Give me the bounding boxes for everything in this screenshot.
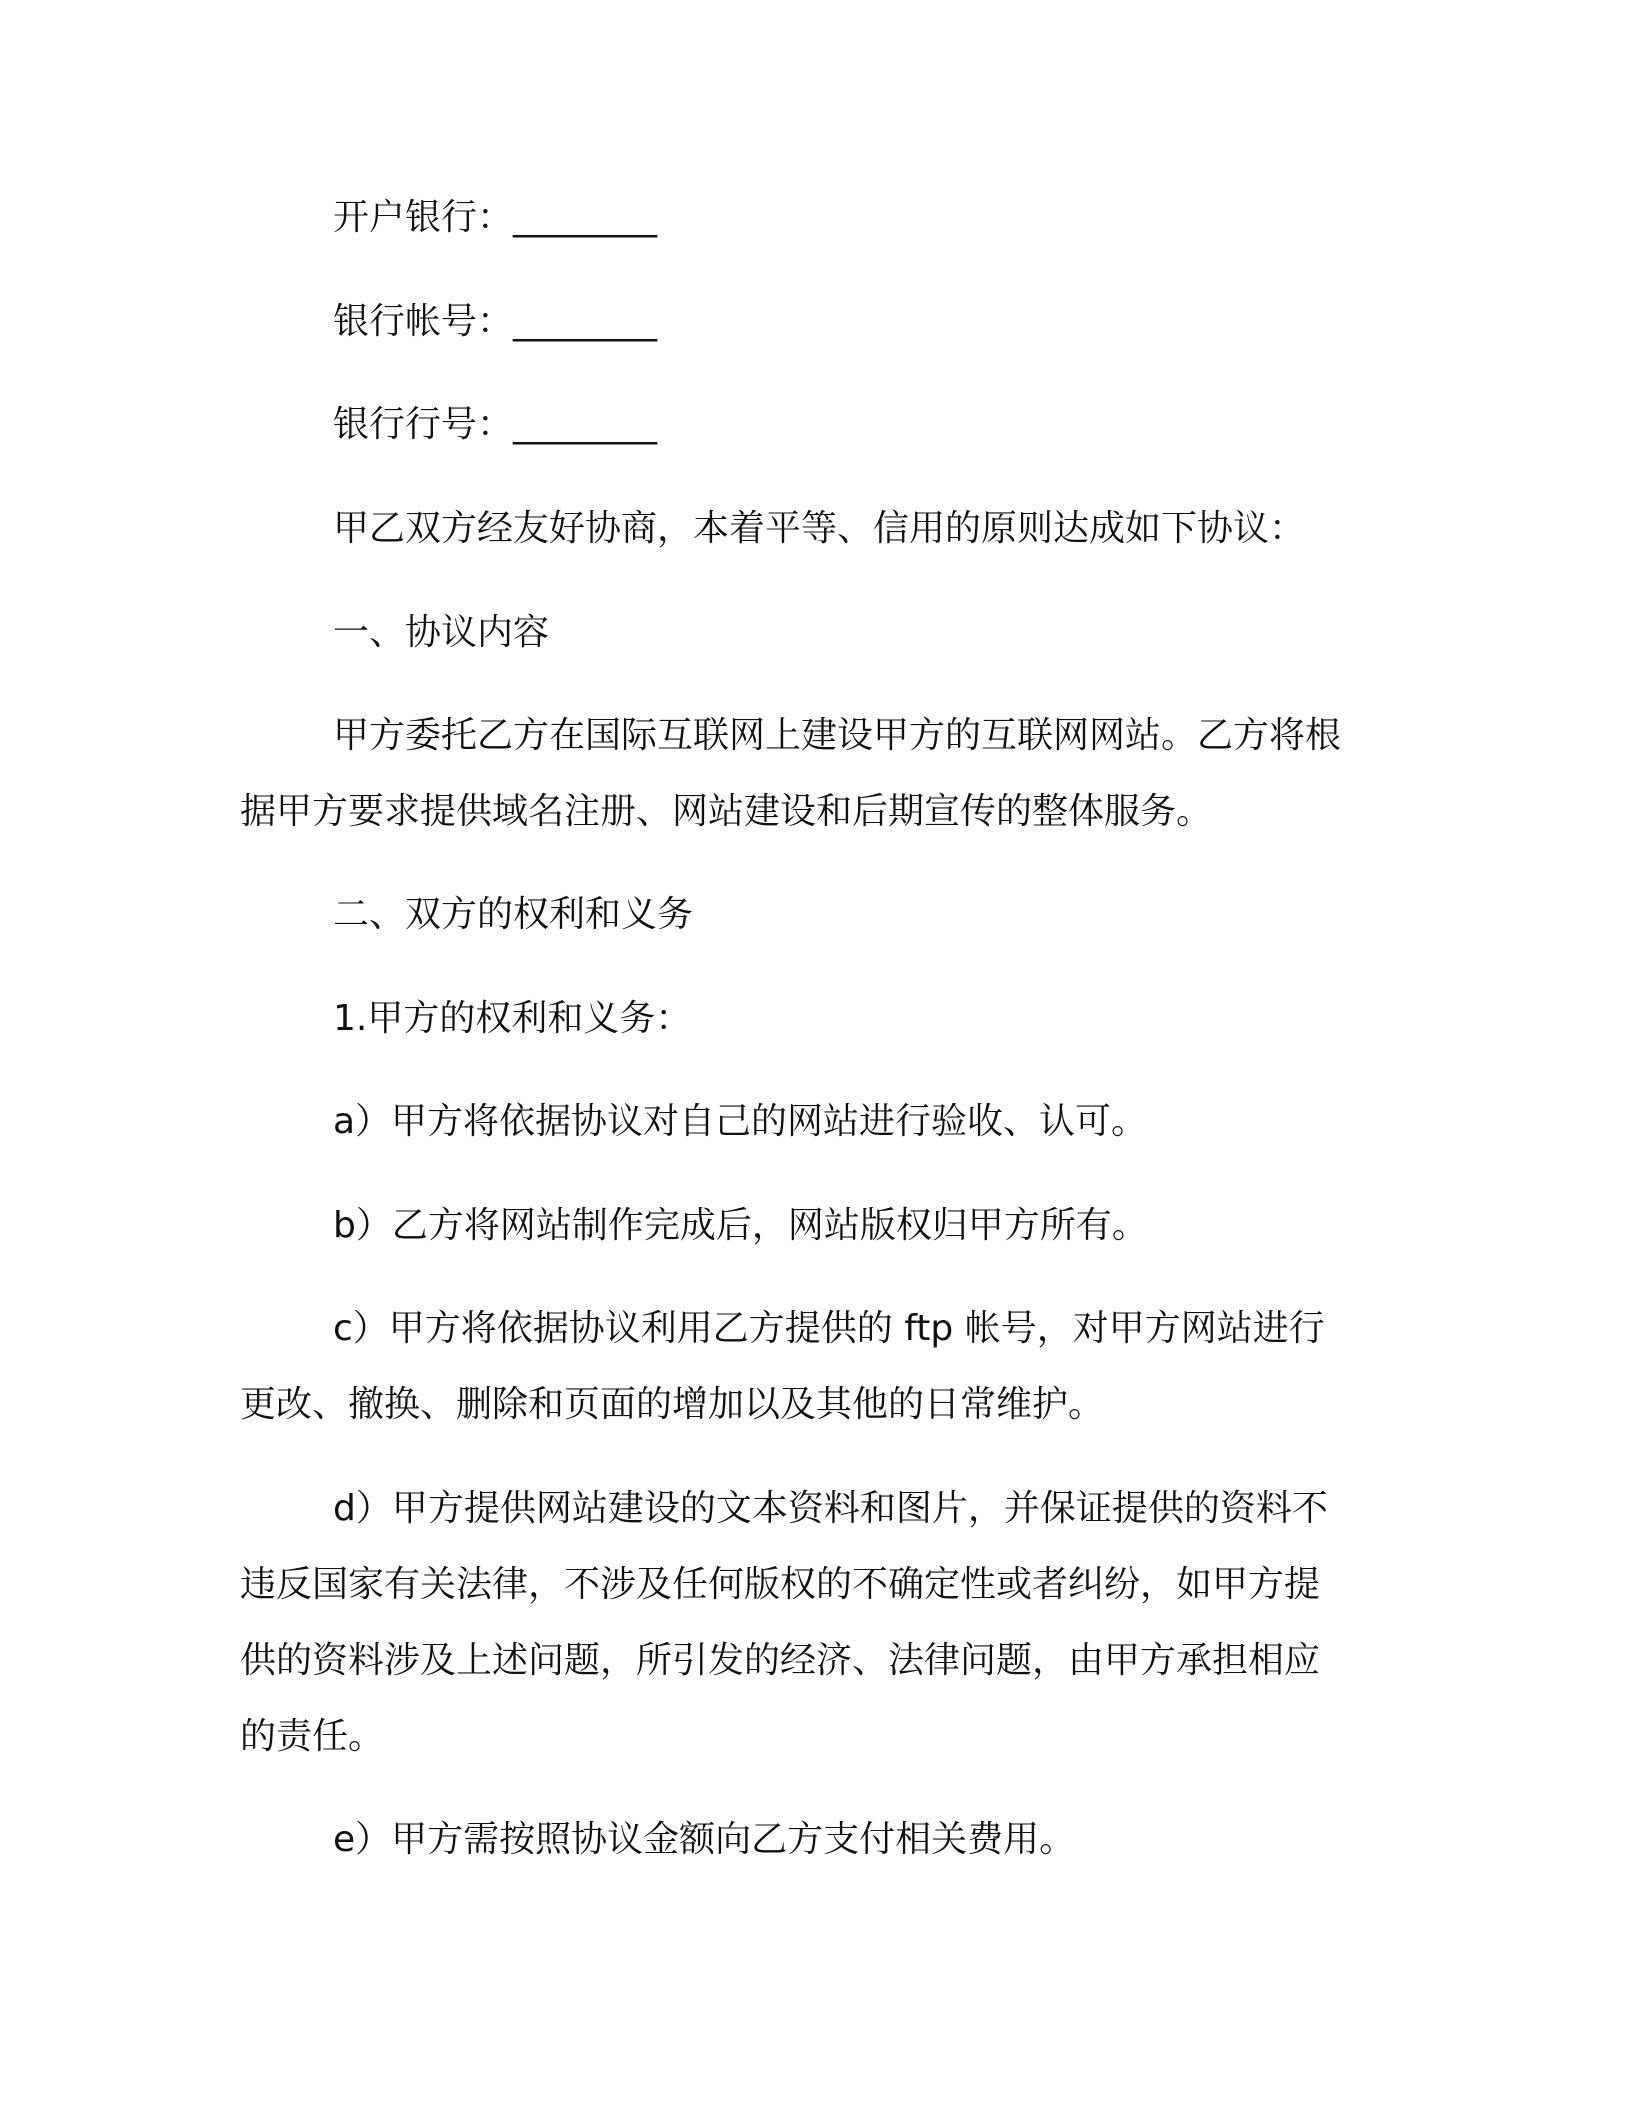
bank-name-line: 开户银行：________ bbox=[333, 197, 658, 238]
section-heading-2: 二、双方的权利和义务 bbox=[333, 894, 694, 935]
list-item-a: a）甲方将依据协议对自己的网站进行验收、认可。 bbox=[333, 1101, 1148, 1142]
bank-code-line: 银行行号：________ bbox=[333, 404, 658, 445]
list-item-e: e）甲方需按照协议金额向乙方支付相关费用。 bbox=[333, 1819, 1076, 1860]
paragraph-line: 据甲方要求提供域名注册、网站建设和后期宣传的整体服务。 bbox=[240, 791, 1213, 832]
list-item-b: b）乙方将网站制作完成后，网站版权归甲方所有。 bbox=[333, 1205, 1148, 1246]
subsection-heading: 1.甲方的权利和义务： bbox=[333, 998, 692, 1039]
list-item-d-continued: 供的资料涉及上述问题，所引发的经济、法律问题，由甲方承担相应 bbox=[240, 1640, 1321, 1681]
paragraph-line: 甲方委托乙方在国际互联网上建设甲方的互联网网站。乙方将根 bbox=[333, 715, 1342, 756]
list-item-d-continued: 违反国家有关法律，不涉及任何版权的不确定性或者纠纷，如甲方提 bbox=[240, 1564, 1321, 1605]
agreement-intro: 甲乙双方经友好协商，本着平等、信用的原则达成如下协议： bbox=[333, 508, 1306, 549]
bank-account-line: 银行帐号：________ bbox=[333, 301, 658, 342]
list-item-c-continued: 更改、撤换、删除和页面的增加以及其他的日常维护。 bbox=[240, 1384, 1105, 1425]
list-item-c: c）甲方将依据协议利用乙方提供的 ftp 帐号，对甲方网站进行 bbox=[333, 1308, 1325, 1349]
section-heading-1: 一、协议内容 bbox=[333, 612, 550, 653]
list-item-d-continued: 的责任。 bbox=[240, 1716, 385, 1757]
list-item-d: d）甲方提供网站建设的文本资料和图片，并保证提供的资料不 bbox=[333, 1488, 1328, 1529]
